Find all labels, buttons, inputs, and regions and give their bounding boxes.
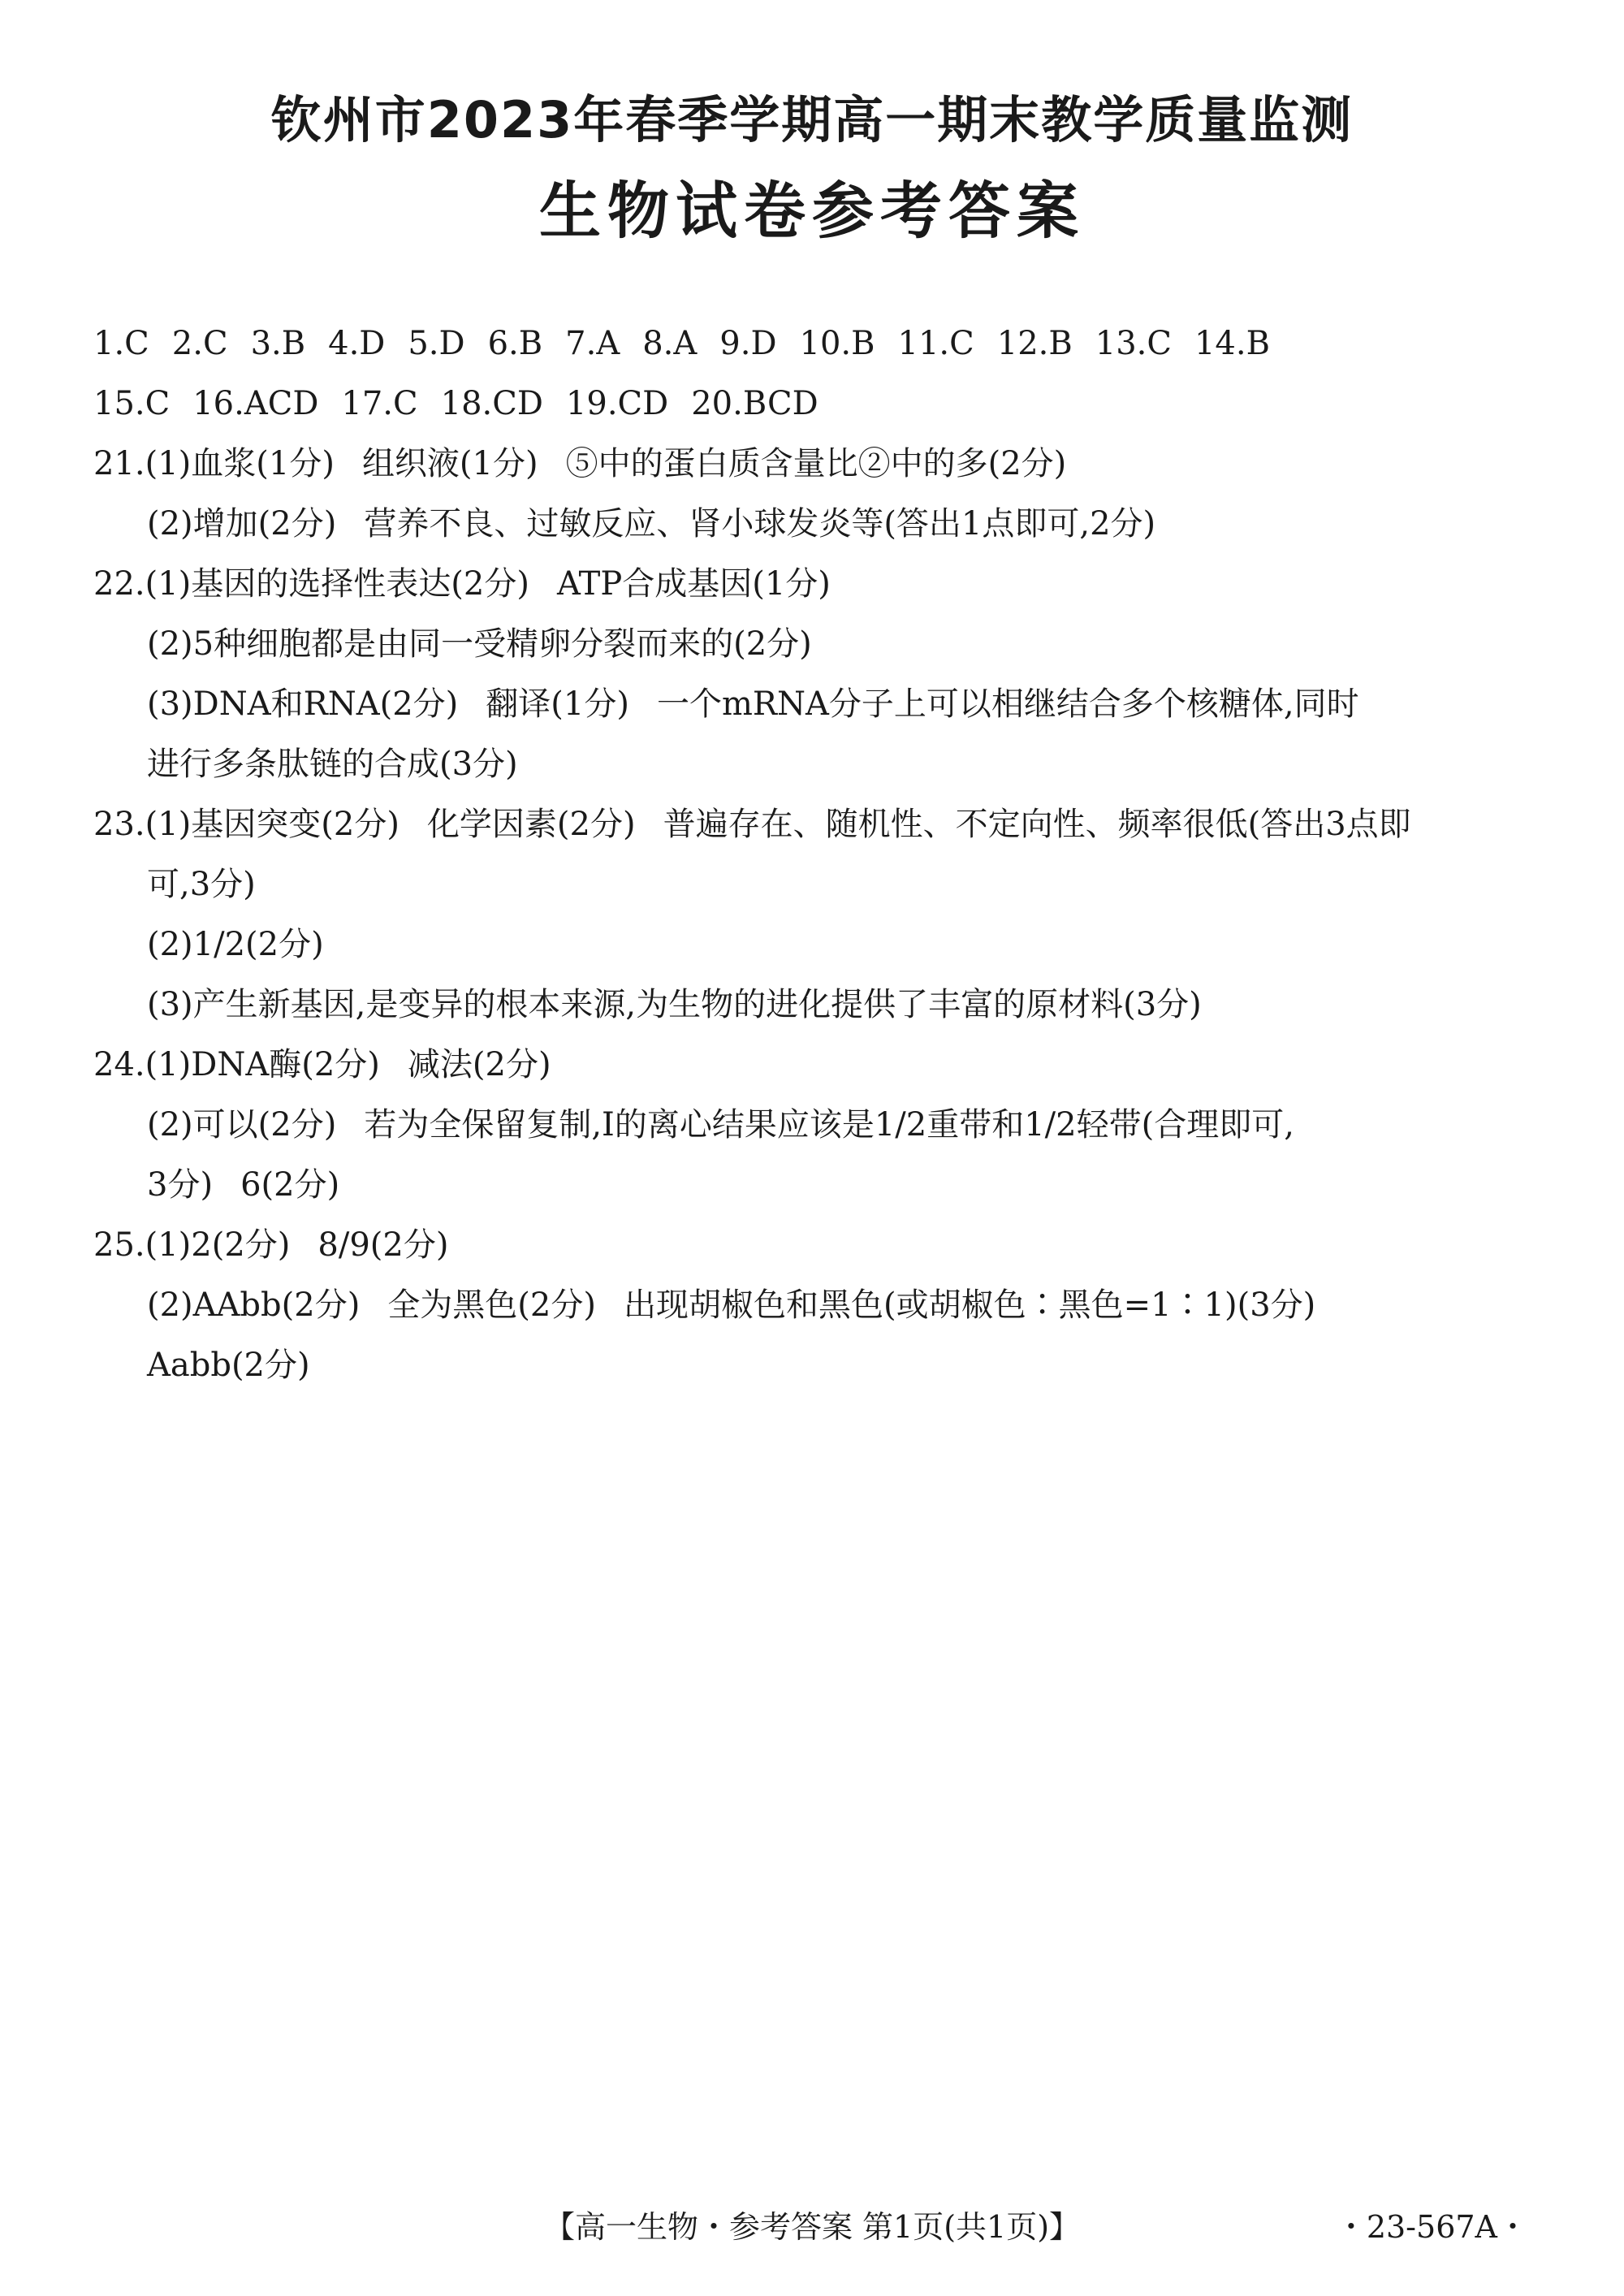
mc-answer: 14.B [1194,325,1270,362]
mc-answer: 18.CD [440,385,543,422]
mc-answer: 20.BCD [691,385,818,422]
q23-part3: (3)产生新基因,是变异的根本来源,为生物的进化提供了丰富的原材料(3分) [147,986,1202,1023]
q23-part2: (2)1/2(2分) [147,926,324,963]
mc-answer: 5.D [408,325,465,362]
answer-segment: ⑤中的蛋白质含量比②中的多(2分) [565,445,1067,482]
q24-part1 [93,1035,1547,1095]
mc-answer: 15.C [93,385,171,422]
mc-answer: 11.C [897,325,974,362]
q24-part2 [93,1095,1547,1155]
answer-segment: 若为全保留复制,Ⅰ的离心结果应该是1/2重带和1/2轻带(合理即可, [364,1106,1294,1144]
answer-segment: 21.(1)血浆(1分) [93,445,335,482]
answer-segment: 化学因素(2分) [426,806,636,843]
answer-segment: (3)DNA和RNA(2分) [147,685,459,723]
answer-segment: (2)增加(2分) [147,505,337,543]
mc-answer: 1.C [93,325,149,362]
answer-segment: 全为黑色(2分) [387,1286,596,1324]
q21-part1 [93,434,1547,494]
answer-segment: 3分) [147,1166,214,1204]
mc-answer: 17.C [341,385,418,422]
q22-part3-continued: 进行多条肽链的合成(3分) [147,746,518,783]
mc-answers-row-2 [93,374,1547,434]
mc-answer: 16.ACD [192,385,319,422]
answer-content [93,313,1547,1395]
page-footer [0,2203,1624,2251]
mc-answer: 2.C [171,325,228,362]
q21-part2 [93,494,1547,554]
q25-part1 [93,1215,1547,1275]
answer-key-title: 生物试卷参考答案 [539,175,1085,247]
mc-answer: 13.C [1095,325,1172,362]
answer-segment: 24.(1)DNA酶(2分) [93,1046,380,1083]
answer-segment: ATP合成基因(1分) [556,565,831,603]
mc-answer: 10.B [799,325,875,362]
mc-answer: 19.CD [565,385,669,422]
mc-answer: 8.A [642,325,698,362]
footer-doc-code: ・23-567A・ [1335,2209,1528,2245]
answer-segment: 一个mRNA分子上可以相继结合多个核糖体,同时 [656,685,1359,723]
mc-answer: 12.B [996,325,1073,362]
answer-segment: (2)AAbb(2分) [147,1286,361,1324]
mc-answers-row-1 [93,313,1547,374]
mc-answer: 9.D [719,325,777,362]
q24-part2-continued [93,1155,1547,1215]
answer-segment: 6(2分) [240,1166,340,1204]
answer-segment: 组织液(1分) [361,445,538,482]
mc-answer: 6.B [487,325,543,362]
exam-title: 钦州市2023年春季学期高一期末教学质量监测 [270,90,1354,149]
answer-segment: (2)可以(2分) [147,1106,337,1144]
answer-segment: 营养不良、过敏反应、肾小球发炎等(答出1点即可,2分) [364,505,1156,543]
answer-segment: 25.(1)2(2分) [93,1226,291,1264]
footer-page-info: 【高一生物・参考答案 第1页(共1页)】 [543,2209,1081,2245]
answer-segment: 出现胡椒色和黑色(或胡椒色∶黑色=1∶1)(3分) [623,1286,1316,1324]
q23-part1 [93,794,1547,854]
q25-part3: Aabb(2分) [147,1347,310,1384]
mc-answer: 4.D [328,325,386,362]
answer-segment: 翻译(1分) [486,685,629,723]
q22-part1 [93,554,1547,614]
mc-answer: 3.B [250,325,306,362]
answer-segment: 8/9(2分) [317,1226,449,1264]
answer-segment: 减法(2分) [407,1046,551,1083]
q25-part2 [93,1275,1547,1335]
answer-segment: 23.(1)基因突变(2分) [93,806,400,843]
q22-part3 [93,674,1547,734]
mc-answer: 7.A [565,325,620,362]
answer-segment: 普遍存在、随机性、不定向性、频率很低(答出3点即 [663,806,1411,843]
answer-segment: 22.(1)基因的选择性表达(2分) [93,565,529,603]
q23-part1-continued: 可,3分) [147,866,256,903]
q22-part2: (2)5种细胞都是由同一受精卵分裂而来的(2分) [147,625,812,663]
